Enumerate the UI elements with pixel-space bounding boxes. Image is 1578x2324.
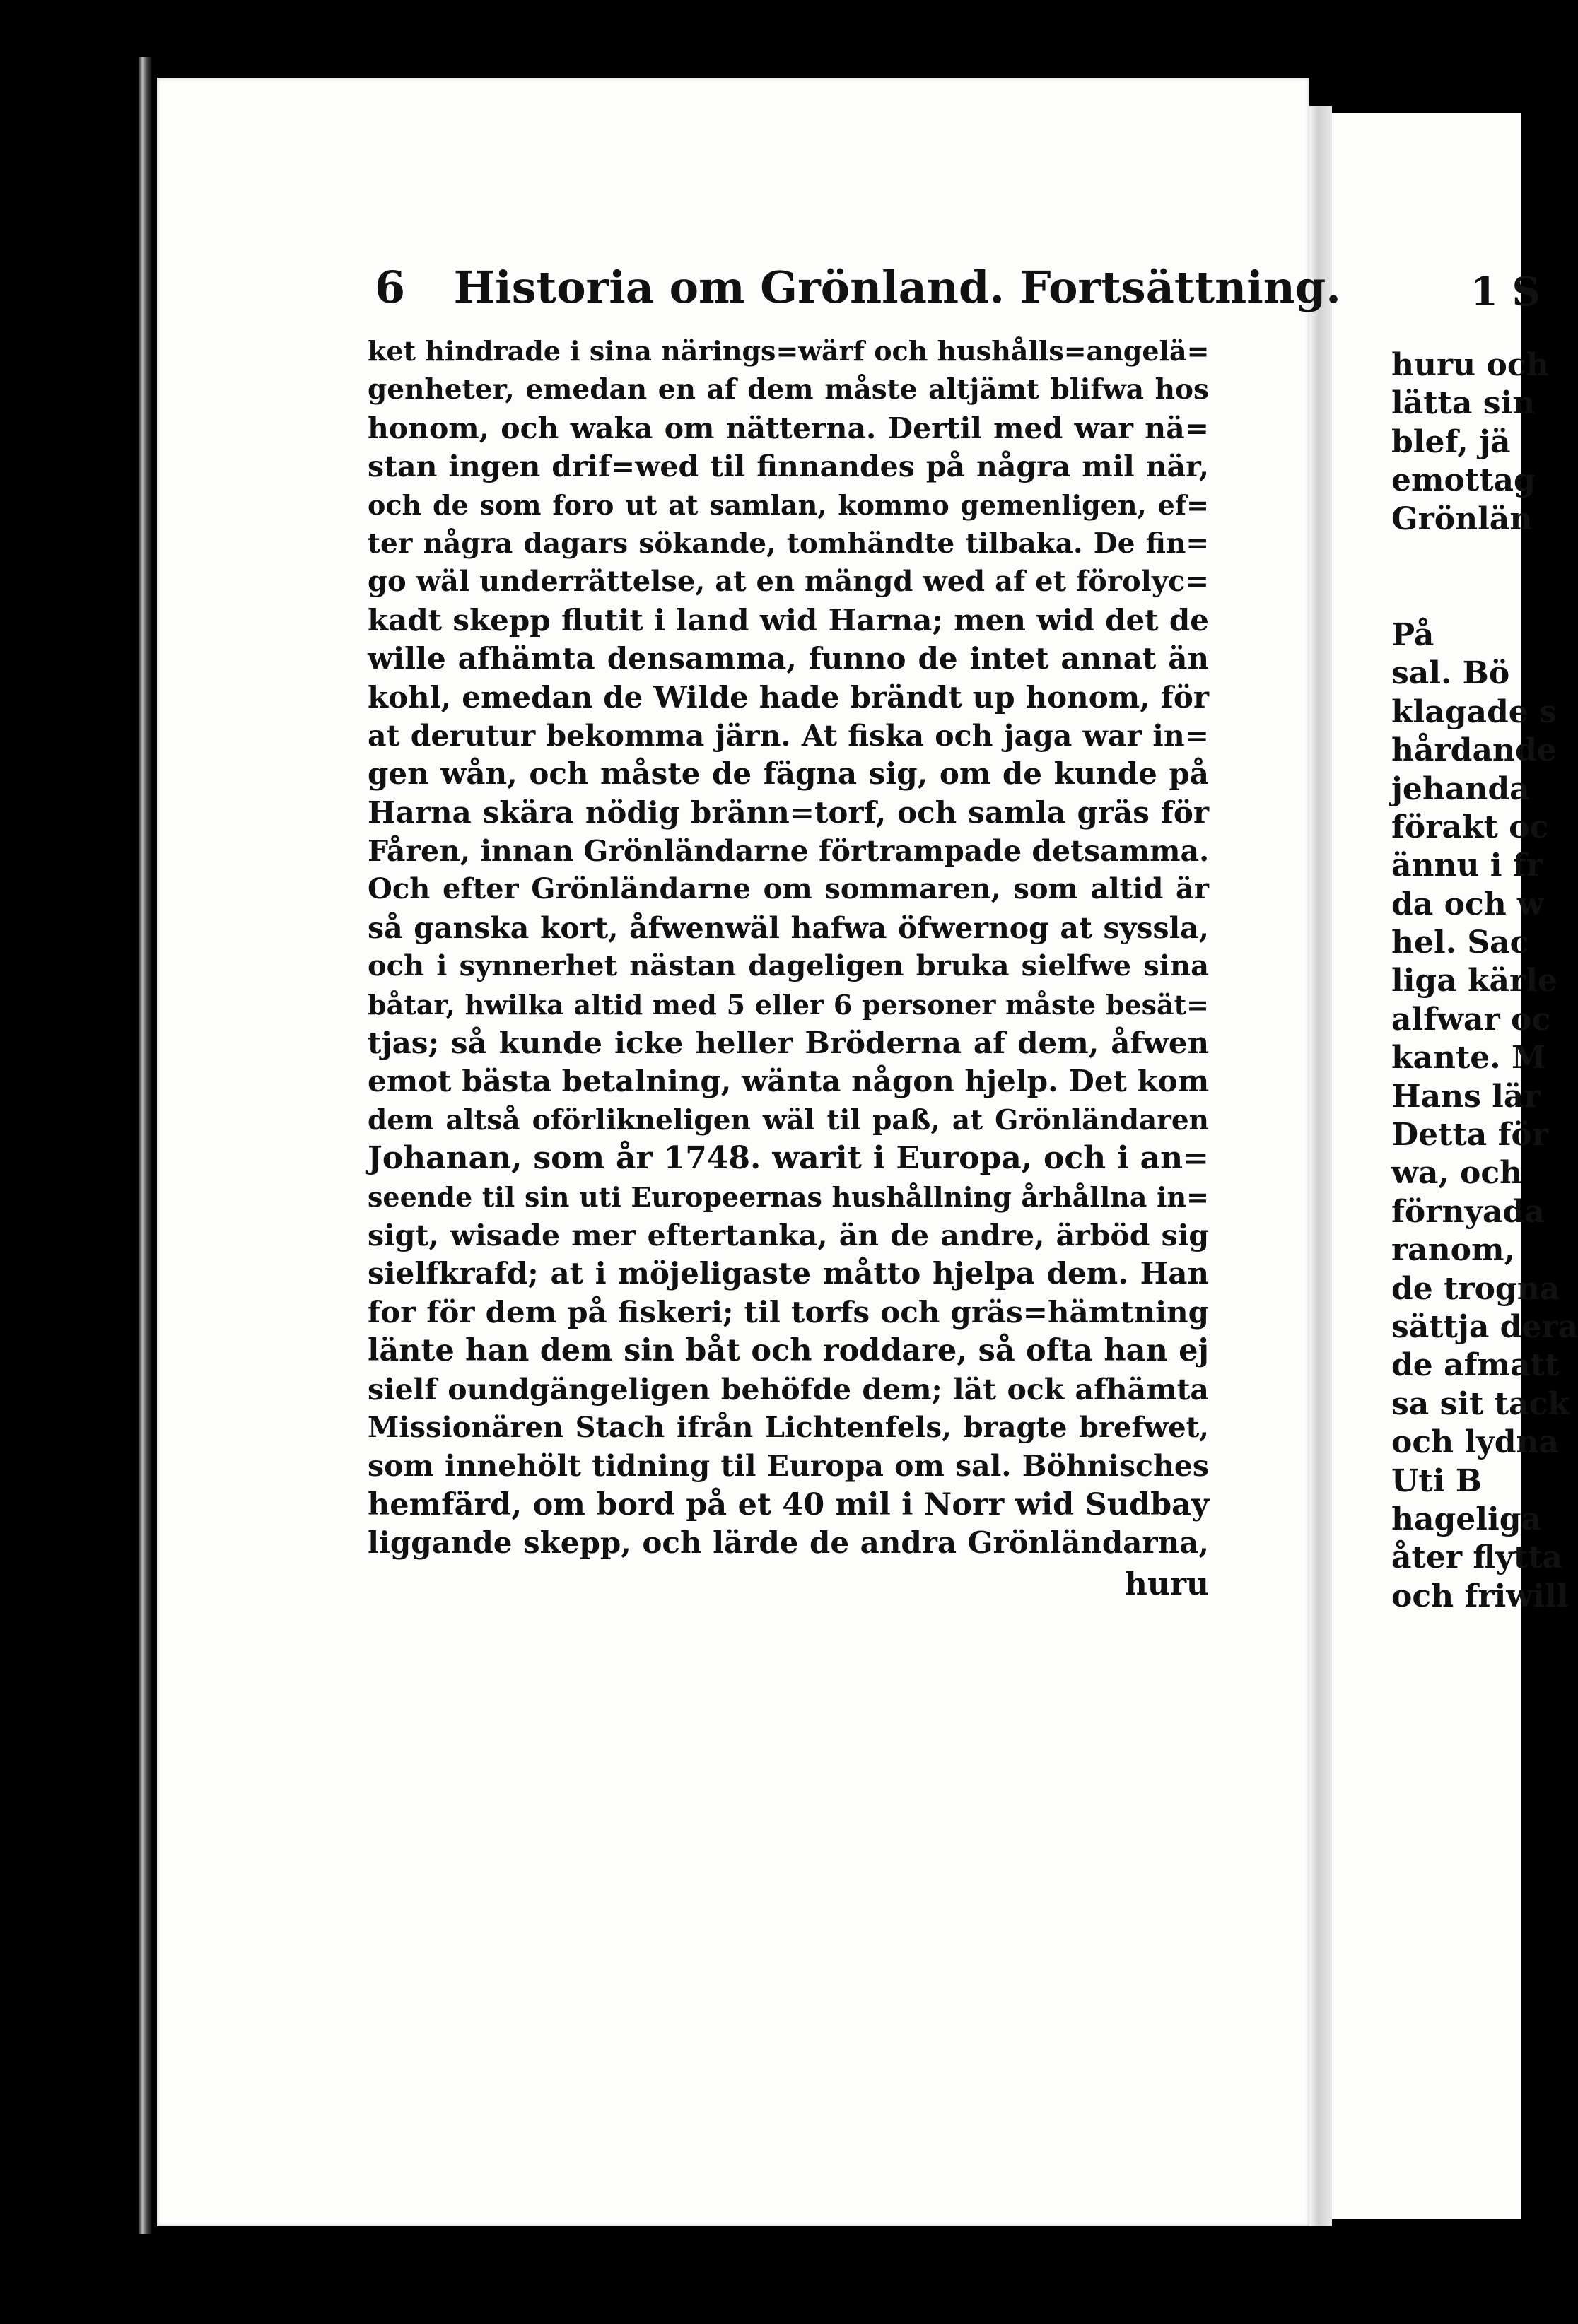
text-line: go wäl underrättelse, at en mängd wed af et förolyc= bbox=[368, 565, 1209, 599]
text-line: dem altså oförlikneligen wäl til paß, at Grönländaren bbox=[368, 1103, 1209, 1137]
facing-text-line: de afmatt bbox=[1391, 1347, 1560, 1384]
facing-text-line: de trogna bbox=[1391, 1270, 1560, 1307]
text-line: kadt skepp flutit i land wid Harna; men wid det de bbox=[368, 602, 1209, 638]
facing-text-line: förakt oc bbox=[1391, 809, 1549, 845]
text-line: Harna skära nödig bränn=torf, och samla gräs för bbox=[368, 794, 1209, 830]
text-line: wille afhämta densamma, funno de intet annat än bbox=[368, 641, 1209, 676]
facing-text-line: Uti B bbox=[1391, 1462, 1482, 1499]
running-title: Historia om Grönland. Fortsättning. bbox=[453, 262, 1341, 313]
facing-text-line: alfwar oc bbox=[1391, 1001, 1551, 1038]
text-line: och de som foro ut at samlan, kommo gemenligen, ef= bbox=[368, 488, 1209, 521]
facing-text-line: lätta sin bbox=[1391, 385, 1536, 422]
text-line: Johanan, som år 1748. warit i Europa, och i an= bbox=[368, 1140, 1209, 1177]
facing-text-line: hel. Sac bbox=[1391, 925, 1529, 961]
facing-text-line: klagade s bbox=[1391, 693, 1557, 730]
scan-edge bbox=[139, 57, 151, 2234]
facing-text-line: hageliga bbox=[1391, 1501, 1541, 1537]
text-line: Och efter Grönländarne om sommaren, som altid är bbox=[368, 872, 1209, 906]
text-line: Fåren, innan Grönländarne förtrampade detsamma. bbox=[368, 834, 1210, 869]
facing-text-line: kante. M bbox=[1391, 1040, 1546, 1076]
text-line: länte han dem sin båt och roddare, så ofta han ej bbox=[368, 1333, 1209, 1369]
text-line: hemfärd, om bord på et 40 mil i Norr wid Sudbay bbox=[368, 1486, 1209, 1522]
facing-page-text bbox=[1391, 346, 1578, 1616]
facing-text-line: wa, och bbox=[1391, 1155, 1523, 1192]
facing-text-line: emottag bbox=[1391, 462, 1536, 499]
facing-text-line: hårdande bbox=[1391, 732, 1557, 769]
catchword: huru bbox=[1124, 1566, 1209, 1602]
text-line: stan ingen drif=wed til finnandes på några mil när, bbox=[368, 450, 1209, 484]
facing-text-line: sal. Bö bbox=[1391, 655, 1510, 692]
text-line: emot bästa betalning, wänta någon hjelp. Det kom bbox=[368, 1064, 1210, 1099]
facing-text-line: liga kärle bbox=[1391, 963, 1557, 999]
facing-text-line: Detta för bbox=[1391, 1117, 1549, 1154]
facing-text-line: åter flytta bbox=[1391, 1539, 1563, 1576]
page-number: 6 bbox=[375, 262, 406, 313]
facing-text-line: da och w bbox=[1391, 886, 1544, 922]
facing-text-line: sättja dera bbox=[1391, 1308, 1578, 1345]
facing-text-line: blef, jä bbox=[1391, 423, 1511, 460]
facing-text-line: ranom, bbox=[1391, 1232, 1515, 1269]
text-line: båtar, hwilka altid med 5 eller 6 personer måste besät= bbox=[368, 988, 1209, 1021]
text-line: at derutur bekomma järn. At fiska och jaga war in= bbox=[368, 718, 1209, 753]
facing-text-line: huru och bbox=[1391, 347, 1549, 383]
page-gutter bbox=[1309, 106, 1332, 2226]
text-line: liggande skepp, och lärde de andra Grönländarna, bbox=[368, 1525, 1209, 1561]
text-line: och i synnerhet nästan dageligen bruka sielfwe sina bbox=[368, 949, 1209, 983]
text-line: ter några dagars sökande, tomhändte tilbaka. De fin= bbox=[368, 527, 1209, 560]
text-line: tjas; så kunde icke heller Bröderna af dem, åfwen bbox=[368, 1026, 1209, 1061]
text-line: Missionären Stach ifrån Lichtenfels, bragte brefwet, bbox=[368, 1410, 1209, 1444]
facing-text-line: På bbox=[1391, 616, 1434, 653]
facing-text-line: ännu i fr bbox=[1391, 847, 1543, 884]
text-line: sielf oundgängeligen behöfde dem; lät ock afhämta bbox=[368, 1372, 1209, 1407]
text-line: så ganska kort, åfwenwäl hafwa öfwernog at syssla, bbox=[368, 910, 1209, 945]
facing-text-line: och friwill bbox=[1391, 1578, 1569, 1614]
text-line: ket hindrade i sina närings=wärf och hushålls=angelä= bbox=[368, 335, 1210, 367]
facing-page-header: 1 S bbox=[1471, 269, 1541, 315]
text-line: kohl, emedan de Wilde hade brändt up honom, för bbox=[368, 679, 1209, 715]
facing-text-line: sa sit tack bbox=[1391, 1385, 1570, 1422]
text-line: genheter, emedan en af dem måste altjämt blifwa hos bbox=[368, 373, 1209, 406]
facing-text-line: jehanda bbox=[1391, 770, 1530, 807]
text-line: seende til sin uti Europeernas hushållning århållna in= bbox=[368, 1180, 1209, 1213]
text-line: gen wån, och måste de fägna sig, om de kunde på bbox=[368, 756, 1209, 792]
text-line: sigt, wisade mer eftertanka, än de andre, ärböd sig bbox=[368, 1218, 1209, 1252]
facing-text-line: Grönlän bbox=[1391, 500, 1533, 537]
text-line: sielfkrafd; at i möjeligaste måtto hjelpa dem. Han bbox=[368, 1256, 1209, 1291]
text-line: honom, och waka om nätterna. Dertil med war nä= bbox=[368, 411, 1209, 445]
text-line: som innehölt tidning til Europa om sal. Böhnisches bbox=[368, 1449, 1209, 1484]
facing-text-line: och lydna bbox=[1391, 1424, 1559, 1461]
page-header bbox=[375, 262, 1341, 325]
body-text bbox=[368, 332, 1209, 1604]
facing-text-line bbox=[1391, 539, 1561, 616]
facing-text-line: Hans lär bbox=[1391, 1078, 1541, 1115]
facing-text-line: förnyada bbox=[1391, 1193, 1545, 1230]
text-line: for för dem på fiskeri; til torfs och gräs=hämtning bbox=[368, 1294, 1209, 1330]
